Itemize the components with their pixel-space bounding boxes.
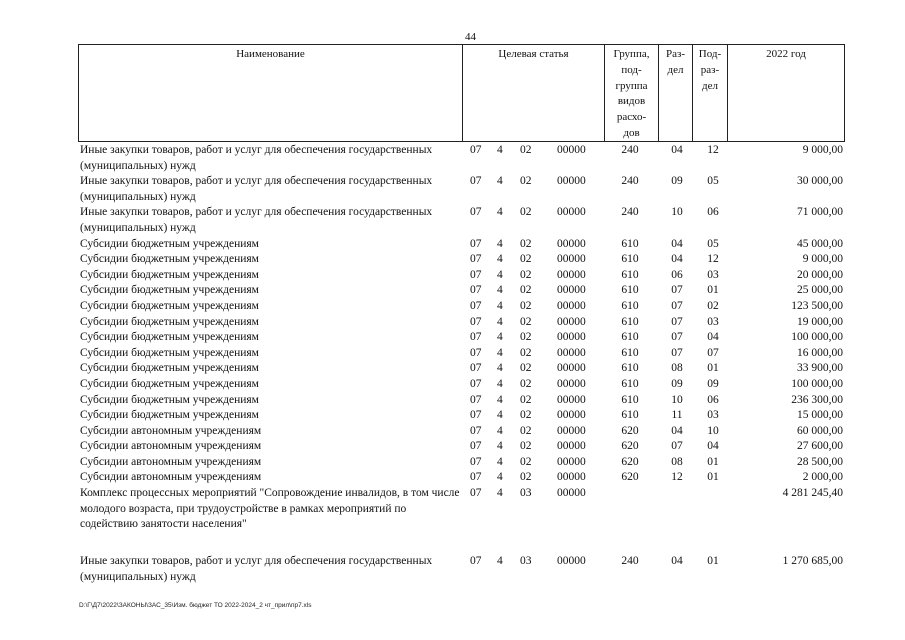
header-target: Целевая статья xyxy=(462,44,604,142)
razdel-code: 07 xyxy=(671,440,683,453)
razdel-code: 04 xyxy=(671,253,683,266)
razdel-code: 10 xyxy=(671,393,683,406)
target-code-2: 4 xyxy=(497,346,503,359)
podrazdel-code: 12 xyxy=(707,253,719,266)
podrazdel-code: 01 xyxy=(707,555,719,568)
razdel-code: 08 xyxy=(671,455,683,468)
amount-2022: 100 000,00 xyxy=(791,377,843,390)
target-code-1: 07 xyxy=(470,455,482,468)
amount-2022: 60 000,00 xyxy=(797,424,843,437)
row-name: Субсидии автономным учреждениям xyxy=(80,440,262,453)
target-code-4: 00000 xyxy=(557,315,586,328)
expense-group: 610 xyxy=(621,393,639,406)
target-code-4: 00000 xyxy=(557,409,586,422)
table-row xyxy=(78,554,845,585)
target-code-1: 07 xyxy=(470,377,482,390)
razdel-code: 07 xyxy=(671,315,683,328)
row-name: Субсидии автономным учреждениям xyxy=(80,424,262,437)
podrazdel-code: 07 xyxy=(707,346,719,359)
expense-group: 620 xyxy=(621,471,639,484)
target-code-3: 02 xyxy=(520,424,532,437)
razdel-code: 10 xyxy=(671,206,683,219)
target-code-3: 02 xyxy=(520,175,532,188)
target-code-3: 02 xyxy=(520,455,532,468)
podrazdel-code: 01 xyxy=(707,471,719,484)
podrazdel-code: 01 xyxy=(707,455,719,468)
podrazdel-code: 06 xyxy=(707,206,719,219)
expense-group: 610 xyxy=(621,346,639,359)
amount-2022: 2 000,00 xyxy=(802,471,843,484)
amount-2022: 33 900,00 xyxy=(797,362,843,375)
table-row xyxy=(78,455,845,471)
podrazdel-code: 12 xyxy=(707,144,719,156)
target-code-3: 02 xyxy=(520,409,532,422)
row-name: Иные закупки товаров, работ и услуг для обеспечения государственных (муниципальных) нужд xyxy=(80,144,433,172)
row-name: Субсидии бюджетным учреждениям xyxy=(80,377,259,390)
target-code-3: 03 xyxy=(520,487,532,500)
target-code-2: 4 xyxy=(497,237,503,250)
row-name: Субсидии бюджетным учреждениям xyxy=(80,299,259,312)
table-row xyxy=(78,408,845,424)
expense-group: 610 xyxy=(621,237,639,250)
target-code-3: 02 xyxy=(520,393,532,406)
target-code-1: 07 xyxy=(470,471,482,484)
target-code-4: 00000 xyxy=(557,424,586,437)
podrazdel-code: 06 xyxy=(707,393,719,406)
target-code-3: 02 xyxy=(520,206,532,219)
table-row xyxy=(78,361,845,377)
target-code-4: 00000 xyxy=(557,268,586,281)
target-code-4: 00000 xyxy=(557,253,586,266)
table-row xyxy=(78,299,845,315)
expense-group: 610 xyxy=(621,377,639,390)
amount-2022: 4 281 245,40 xyxy=(782,487,843,500)
podrazdel-code: 03 xyxy=(707,409,719,422)
target-code-3: 02 xyxy=(520,253,532,266)
table-row xyxy=(78,283,845,299)
razdel-code: 07 xyxy=(671,299,683,312)
podrazdel-code: 01 xyxy=(707,362,719,375)
razdel-code: 11 xyxy=(671,409,683,422)
file-path-footer: D:\Г\Д7\2022\ЗАКОНЫ\ЗАС_35\Изм. бюджет ТО 2022-2024_2 чт_прил\пр7.xls xyxy=(79,602,312,609)
target-code-2: 4 xyxy=(497,424,503,437)
target-code-4: 00000 xyxy=(557,455,586,468)
target-code-2: 4 xyxy=(497,409,503,422)
target-code-2: 4 xyxy=(497,284,503,297)
razdel-code: 04 xyxy=(671,237,683,250)
podrazdel-code: 01 xyxy=(707,284,719,297)
row-name: Субсидии бюджетным учреждениям xyxy=(80,315,259,328)
razdel-code: 07 xyxy=(671,331,683,344)
target-code-4: 00000 xyxy=(557,362,586,375)
table-row xyxy=(78,174,845,205)
target-code-4: 00000 xyxy=(557,175,586,188)
table-row xyxy=(78,470,845,486)
target-code-1: 07 xyxy=(470,175,482,188)
amount-2022: 123 500,00 xyxy=(791,299,843,312)
target-code-2: 4 xyxy=(497,471,503,484)
row-name: Субсидии бюджетным учреждениям xyxy=(80,253,259,266)
amount-2022: 16 000,00 xyxy=(797,346,843,359)
target-code-3: 02 xyxy=(520,237,532,250)
target-code-4: 00000 xyxy=(557,206,586,219)
target-code-2: 4 xyxy=(497,268,503,281)
amount-2022: 9 000,00 xyxy=(802,144,843,156)
target-code-4: 00000 xyxy=(557,471,586,484)
podrazdel-code: 02 xyxy=(707,299,719,312)
expense-group: 240 xyxy=(621,144,639,156)
table-row xyxy=(78,377,845,393)
podrazdel-code: 05 xyxy=(707,175,719,188)
target-code-1: 07 xyxy=(470,315,482,328)
table-row xyxy=(78,439,845,455)
razdel-code: 06 xyxy=(671,268,683,281)
target-code-3: 02 xyxy=(520,315,532,328)
amount-2022: 100 000,00 xyxy=(791,331,843,344)
razdel-code: 12 xyxy=(671,471,683,484)
target-code-4: 00000 xyxy=(557,237,586,250)
target-code-2: 4 xyxy=(497,487,503,500)
expense-group: 610 xyxy=(621,299,639,312)
expense-group: 620 xyxy=(621,455,639,468)
target-code-2: 4 xyxy=(497,175,503,188)
row-name: Иные закупки товаров, работ и услуг для обеспечения государственных (муниципальных) нужд xyxy=(80,555,433,583)
target-code-4: 00000 xyxy=(557,440,586,453)
razdel-code: 07 xyxy=(671,284,683,297)
target-code-3: 02 xyxy=(520,331,532,344)
target-code-3: 02 xyxy=(520,440,532,453)
target-code-1: 07 xyxy=(470,268,482,281)
target-code-2: 4 xyxy=(497,555,503,568)
target-code-2: 4 xyxy=(497,315,503,328)
budget-table-body xyxy=(78,143,845,585)
amount-2022: 71 000,00 xyxy=(797,206,843,219)
razdel-code: 04 xyxy=(671,424,683,437)
row-name: Субсидии автономным учреждениям xyxy=(80,471,262,484)
target-code-1: 07 xyxy=(470,346,482,359)
target-code-2: 4 xyxy=(497,206,503,219)
expense-group: 240 xyxy=(621,206,639,219)
target-code-1: 07 xyxy=(470,487,482,500)
podrazdel-code: 04 xyxy=(707,440,719,453)
header-podrazdel: Под- раз- дел xyxy=(692,44,727,142)
razdel-code: 07 xyxy=(671,346,683,359)
razdel-code: 09 xyxy=(671,175,683,188)
target-code-3: 02 xyxy=(520,362,532,375)
podrazdel-code: 03 xyxy=(707,315,719,328)
row-name: Иные закупки товаров, работ и услуг для обеспечения государственных (муниципальных) нужд xyxy=(80,175,433,203)
target-code-4: 00000 xyxy=(557,299,586,312)
expense-group: 610 xyxy=(621,315,639,328)
razdel-code: 04 xyxy=(671,144,683,156)
amount-2022: 45 000,00 xyxy=(797,237,843,250)
header-name: Наименование xyxy=(78,44,462,142)
table-row xyxy=(78,143,845,174)
row-name: Иные закупки товаров, работ и услуг для обеспечения государственных (муниципальных) нужд xyxy=(80,206,433,234)
header-year: 2022 год xyxy=(727,44,845,142)
target-code-1: 07 xyxy=(470,362,482,375)
target-code-1: 07 xyxy=(470,440,482,453)
target-code-2: 4 xyxy=(497,253,503,266)
amount-2022: 15 000,00 xyxy=(797,409,843,422)
target-code-2: 4 xyxy=(497,455,503,468)
expense-group: 610 xyxy=(621,409,639,422)
razdel-code: 09 xyxy=(671,377,683,390)
target-code-4: 00000 xyxy=(557,377,586,390)
row-name: Субсидии бюджетным учреждениям xyxy=(80,362,259,375)
row-name: Комплекс процессных мероприятий "Сопровождение инвалидов, в том числе молодого возраста, при трудоустройстве в рамках мероприятий по содействию занятости населения" xyxy=(80,487,460,531)
amount-2022: 1 270 685,00 xyxy=(782,555,843,568)
table-row xyxy=(78,315,845,331)
table-row xyxy=(78,393,845,409)
podrazdel-code: 04 xyxy=(707,331,719,344)
expense-group: 620 xyxy=(621,424,639,437)
target-code-2: 4 xyxy=(497,299,503,312)
target-code-3: 03 xyxy=(520,555,532,568)
row-name: Субсидии бюджетным учреждениям xyxy=(80,346,259,359)
podrazdel-code: 09 xyxy=(707,377,719,390)
amount-2022: 236 300,00 xyxy=(791,393,843,406)
razdel-code: 08 xyxy=(671,362,683,375)
target-code-2: 4 xyxy=(497,331,503,344)
podrazdel-code: 03 xyxy=(707,268,719,281)
target-code-1: 07 xyxy=(470,424,482,437)
target-code-1: 07 xyxy=(470,409,482,422)
target-code-4: 00000 xyxy=(557,555,586,568)
expense-group: 620 xyxy=(621,440,639,453)
amount-2022: 27 600,00 xyxy=(797,440,843,453)
expense-group: 610 xyxy=(621,268,639,281)
expense-group: 610 xyxy=(621,331,639,344)
amount-2022: 19 000,00 xyxy=(797,315,843,328)
podrazdel-code: 10 xyxy=(707,424,719,437)
row-name: Субсидии бюджетным учреждениям xyxy=(80,331,259,344)
target-code-2: 4 xyxy=(497,440,503,453)
target-code-3: 02 xyxy=(520,377,532,390)
table-row xyxy=(78,268,845,284)
razdel-code: 04 xyxy=(671,555,683,568)
table-row xyxy=(78,346,845,362)
amount-2022: 25 000,00 xyxy=(797,284,843,297)
row-name: Субсидии автономным учреждениям xyxy=(80,455,262,468)
target-code-1: 07 xyxy=(470,331,482,344)
table-row xyxy=(78,330,845,346)
expense-group: 240 xyxy=(621,175,639,188)
target-code-3: 02 xyxy=(520,144,532,156)
target-code-1: 07 xyxy=(470,206,482,219)
table-row xyxy=(78,486,845,546)
target-code-1: 07 xyxy=(470,555,482,568)
target-code-4: 00000 xyxy=(557,331,586,344)
target-code-3: 02 xyxy=(520,299,532,312)
target-code-1: 07 xyxy=(470,393,482,406)
amount-2022: 30 000,00 xyxy=(797,175,843,188)
target-code-3: 02 xyxy=(520,471,532,484)
row-name: Субсидии бюджетным учреждениям xyxy=(80,284,259,297)
target-code-3: 02 xyxy=(520,284,532,297)
row-name: Субсидии бюджетным учреждениям xyxy=(80,393,259,406)
target-code-2: 4 xyxy=(497,393,503,406)
expense-group: 610 xyxy=(621,253,639,266)
amount-2022: 20 000,00 xyxy=(797,268,843,281)
header-group: Группа, под- группа видов расхо- дов xyxy=(604,44,658,142)
table-row xyxy=(78,205,845,236)
expense-group: 610 xyxy=(621,284,639,297)
target-code-1: 07 xyxy=(470,253,482,266)
page-number: 44 xyxy=(465,31,476,43)
target-code-1: 07 xyxy=(470,299,482,312)
expense-group: 240 xyxy=(621,555,639,568)
target-code-4: 00000 xyxy=(557,284,586,297)
row-name: Субсидии бюджетным учреждениям xyxy=(80,237,259,250)
target-code-4: 00000 xyxy=(557,144,586,156)
podrazdel-code: 05 xyxy=(707,237,719,250)
amount-2022: 9 000,00 xyxy=(802,253,843,266)
target-code-4: 00000 xyxy=(557,487,586,500)
target-code-3: 02 xyxy=(520,346,532,359)
target-code-1: 07 xyxy=(470,284,482,297)
table-row xyxy=(78,424,845,440)
target-code-4: 00000 xyxy=(557,346,586,359)
row-name: Субсидии бюджетным учреждениям xyxy=(80,409,259,422)
expense-group: 610 xyxy=(621,362,639,375)
amount-2022: 28 500,00 xyxy=(797,455,843,468)
target-code-2: 4 xyxy=(497,144,503,156)
target-code-2: 4 xyxy=(497,377,503,390)
row-name: Субсидии бюджетным учреждениям xyxy=(80,268,259,281)
table-row xyxy=(78,237,845,253)
target-code-3: 02 xyxy=(520,268,532,281)
target-code-1: 07 xyxy=(470,237,482,250)
target-code-2: 4 xyxy=(497,362,503,375)
header-razdel: Раз- дел xyxy=(658,44,692,142)
target-code-4: 00000 xyxy=(557,393,586,406)
target-code-1: 07 xyxy=(470,144,482,156)
table-row xyxy=(78,252,845,268)
